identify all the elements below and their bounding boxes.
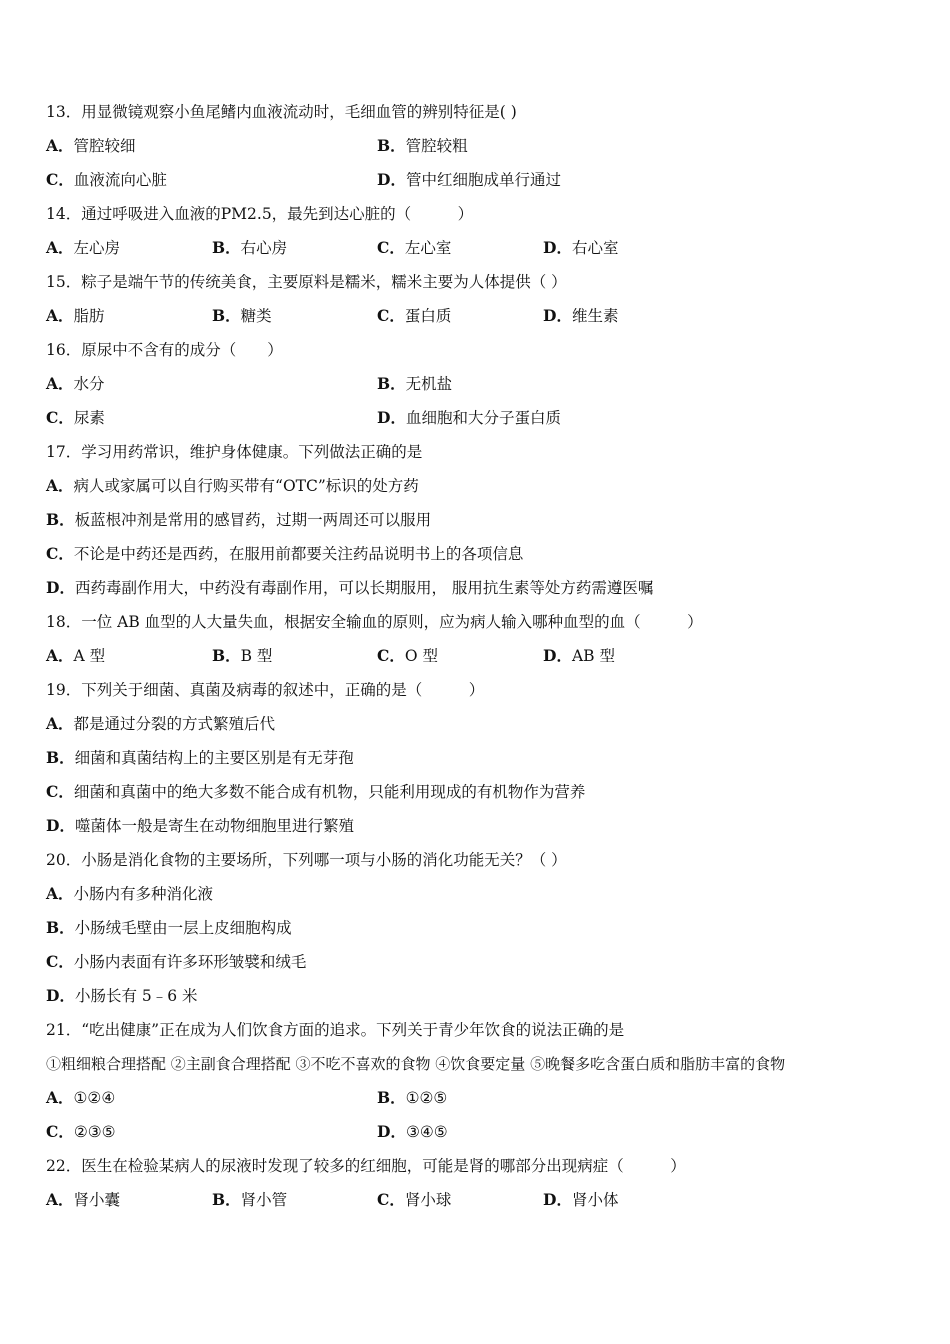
option-label: C． bbox=[46, 544, 74, 563]
option-c[interactable] bbox=[46, 544, 523, 564]
option-b[interactable] bbox=[212, 238, 287, 258]
option-a[interactable] bbox=[46, 476, 419, 496]
option-label: A． bbox=[46, 136, 74, 155]
option-label: D． bbox=[543, 646, 572, 665]
option-label: D． bbox=[377, 1122, 406, 1141]
option-label: B． bbox=[212, 646, 241, 665]
option-label: B． bbox=[377, 374, 406, 393]
option-text: 蛋白质 bbox=[404, 307, 452, 325]
option-label: C． bbox=[377, 306, 405, 325]
option-label: C． bbox=[46, 1122, 74, 1141]
option-label: A． bbox=[46, 646, 74, 665]
option-label: D． bbox=[46, 986, 75, 1005]
question-19-stem: 19．下列关于细菌、真菌及病毒的叙述中，正确的是（ ） bbox=[46, 681, 485, 699]
option-a[interactable] bbox=[46, 238, 120, 258]
question-21-statements: ①粗细粮合理搭配 ②主副食合理搭配 ③不吃不喜欢的食物 ④饮食要定量 ⑤晚餐多吃含蛋白质和脂肪丰富的食物 bbox=[46, 1055, 786, 1073]
option-text: 肾小囊 bbox=[73, 1191, 121, 1209]
option-text: 管腔较粗 bbox=[405, 137, 468, 155]
option-a[interactable] bbox=[46, 1190, 120, 1210]
option-text: 管腔较细 bbox=[73, 137, 136, 155]
option-text: ①②④ bbox=[73, 1089, 116, 1107]
option-text: 小肠内表面有许多环形皱襞和绒毛 bbox=[73, 953, 307, 971]
option-a[interactable] bbox=[46, 306, 105, 326]
option-label: A． bbox=[46, 1088, 74, 1107]
option-label: B． bbox=[46, 918, 75, 937]
option-text: 都是通过分裂的方式繁殖后代 bbox=[73, 715, 276, 733]
option-label: D． bbox=[543, 238, 572, 257]
option-b[interactable] bbox=[46, 748, 354, 768]
option-a[interactable] bbox=[46, 1088, 115, 1108]
option-c[interactable] bbox=[377, 306, 451, 326]
option-text: 血液流向心脏 bbox=[73, 171, 167, 189]
option-c[interactable] bbox=[377, 1190, 451, 1210]
option-text: 左心房 bbox=[73, 239, 121, 257]
option-d[interactable] bbox=[543, 646, 615, 666]
question-14-stem: 14．通过呼吸进入血液的PM2.5，最先到达心脏的（ ） bbox=[46, 205, 474, 223]
option-text: 西药毒副作用大，中药没有毒副作用，可以长期服用， 服用抗生素等处方药需遵医嘱 bbox=[74, 579, 654, 597]
option-b[interactable] bbox=[46, 918, 292, 938]
option-text: 肾小管 bbox=[240, 1191, 288, 1209]
option-text: ③④⑤ bbox=[405, 1123, 448, 1141]
option-label: B． bbox=[377, 136, 406, 155]
question-17-stem: 17．学习用药常识，维护身体健康。下列做法正确的是 bbox=[46, 443, 423, 461]
question-21-stem: 21．“吃出健康”正在成为人们饮食方面的追求。下列关于青少年饮食的说法正确的是 bbox=[46, 1021, 625, 1039]
option-a[interactable] bbox=[46, 714, 275, 734]
option-text: 细菌和真菌结构上的主要区别是有无芽孢 bbox=[74, 749, 354, 767]
option-d[interactable] bbox=[543, 238, 618, 258]
option-text: A 型 bbox=[73, 647, 106, 665]
option-text: 不论是中药还是西药，在服用前都要关注药品说明书上的各项信息 bbox=[73, 545, 524, 563]
option-label: B． bbox=[212, 238, 241, 257]
option-text: 维生素 bbox=[571, 307, 619, 325]
option-label: C． bbox=[377, 1190, 405, 1209]
option-c[interactable] bbox=[46, 782, 585, 802]
option-c[interactable] bbox=[46, 170, 167, 190]
option-label: C． bbox=[377, 646, 405, 665]
option-label: D． bbox=[46, 816, 75, 835]
option-d[interactable] bbox=[377, 1122, 448, 1142]
option-label: A． bbox=[46, 884, 74, 903]
option-label: B． bbox=[46, 510, 75, 529]
option-text: 尿素 bbox=[73, 409, 105, 427]
option-d[interactable] bbox=[46, 816, 354, 836]
option-d[interactable] bbox=[46, 986, 198, 1006]
option-label: D． bbox=[543, 1190, 572, 1209]
option-label: C． bbox=[377, 238, 405, 257]
question-22-stem: 22．医生在检验某病人的尿液时发现了较多的红细胞，可能是肾的哪部分出现病症（ ） bbox=[46, 1157, 686, 1175]
question-18-stem: 18．一位 AB 血型的人大量失血，根据安全输血的原则，应为病人输入哪种血型的血（ ） bbox=[46, 613, 703, 631]
question-20-stem: 20．小肠是消化食物的主要场所，下列哪一项与小肠的消化功能无关？（ ） bbox=[46, 851, 567, 869]
option-label: D． bbox=[377, 170, 406, 189]
option-a[interactable] bbox=[46, 884, 213, 904]
option-label: A． bbox=[46, 374, 74, 393]
option-d[interactable] bbox=[543, 1190, 618, 1210]
option-d[interactable] bbox=[377, 170, 561, 190]
option-text: 无机盐 bbox=[405, 375, 453, 393]
option-label: B． bbox=[377, 1088, 406, 1107]
option-b[interactable] bbox=[212, 646, 272, 666]
option-a[interactable] bbox=[46, 646, 105, 666]
question-13-stem: 13．用显微镜观察小鱼尾鳍内血液流动时，毛细血管的辨别特征是( ) bbox=[46, 103, 517, 121]
option-text: 脂肪 bbox=[73, 307, 105, 325]
option-c[interactable] bbox=[46, 1122, 116, 1142]
option-text: ②③⑤ bbox=[73, 1123, 116, 1141]
option-label: A． bbox=[46, 476, 74, 495]
option-text: 小肠长有 5﹣6 米 bbox=[74, 987, 198, 1005]
option-label: A． bbox=[46, 1190, 74, 1209]
option-text: 细菌和真菌中的绝大多数不能合成有机物，只能利用现成的有机物作为营养 bbox=[73, 783, 586, 801]
option-text: 右心室 bbox=[571, 239, 619, 257]
option-d[interactable] bbox=[377, 408, 561, 428]
option-text: AB 型 bbox=[571, 647, 615, 665]
option-label: D． bbox=[543, 306, 572, 325]
option-text: 肾小体 bbox=[571, 1191, 619, 1209]
option-text: 小肠绒毛壁由一层上皮细胞构成 bbox=[74, 919, 292, 937]
option-c[interactable] bbox=[377, 238, 451, 258]
option-text: 右心房 bbox=[240, 239, 288, 257]
option-text: 病人或家属可以自行购买带有“OTC”标识的处方药 bbox=[73, 477, 419, 495]
option-label: C． bbox=[46, 952, 74, 971]
option-text: 水分 bbox=[73, 375, 105, 393]
option-label: A． bbox=[46, 306, 74, 325]
option-b[interactable] bbox=[377, 374, 452, 394]
option-b[interactable] bbox=[377, 1088, 447, 1108]
option-label: B． bbox=[212, 306, 241, 325]
option-text: ①②⑤ bbox=[405, 1089, 448, 1107]
question-16-stem: 16．原尿中不含有的成分（ ） bbox=[46, 341, 283, 359]
option-text: B 型 bbox=[240, 647, 273, 665]
option-b[interactable] bbox=[212, 1190, 287, 1210]
option-b[interactable] bbox=[377, 136, 468, 156]
option-text: 小肠内有多种消化液 bbox=[73, 885, 214, 903]
option-text: 左心室 bbox=[404, 239, 452, 257]
option-label: B． bbox=[212, 1190, 241, 1209]
option-label: D． bbox=[46, 578, 75, 597]
option-text: 噬菌体一般是寄生在动物细胞里进行繁殖 bbox=[74, 817, 354, 835]
option-label: A． bbox=[46, 714, 74, 733]
option-b[interactable] bbox=[46, 510, 431, 530]
option-d[interactable] bbox=[46, 578, 653, 598]
option-label: A． bbox=[46, 238, 74, 257]
option-text: 糖类 bbox=[240, 307, 272, 325]
option-text: 管中红细胞成单行通过 bbox=[405, 171, 561, 189]
option-d[interactable] bbox=[543, 306, 618, 326]
option-a[interactable] bbox=[46, 374, 105, 394]
option-text: O 型 bbox=[404, 647, 438, 665]
question-15-stem: 15．粽子是端午节的传统美食，主要原料是糯米，糯米主要为人体提供（ ） bbox=[46, 273, 567, 291]
option-text: 血细胞和大分子蛋白质 bbox=[405, 409, 561, 427]
option-b[interactable] bbox=[212, 306, 272, 326]
option-label: C． bbox=[46, 782, 74, 801]
option-c[interactable] bbox=[46, 408, 105, 428]
option-label: C． bbox=[46, 170, 74, 189]
option-label: C． bbox=[46, 408, 74, 427]
option-label: B． bbox=[46, 748, 75, 767]
option-text: 肾小球 bbox=[404, 1191, 452, 1209]
option-a[interactable] bbox=[46, 136, 136, 156]
option-text: 板蓝根冲剂是常用的感冒药，过期一两周还可以服用 bbox=[74, 511, 432, 529]
option-c[interactable] bbox=[46, 952, 306, 972]
option-c[interactable] bbox=[377, 646, 438, 666]
option-label: D． bbox=[377, 408, 406, 427]
